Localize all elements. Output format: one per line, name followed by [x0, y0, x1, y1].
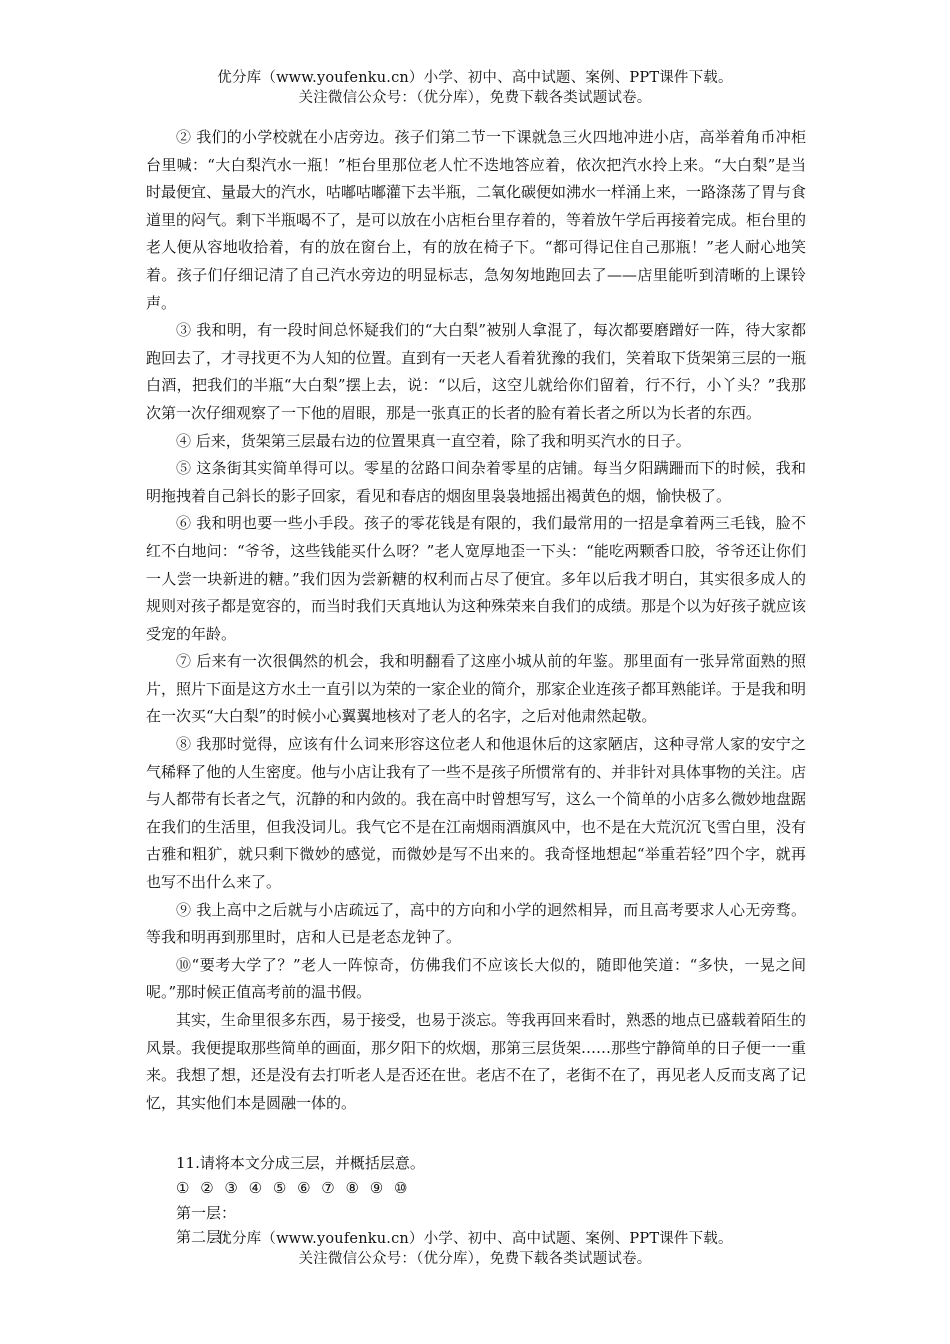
header-line-1: 优分库（www.youfenku.cn）小学、初中、高中试题、案例、PPT课件下载。: [217, 70, 733, 86]
paragraph-4: ④ 后来，货架第三层最右边的位置果真一直空着，除了我和明买汽水的日子。: [176, 431, 691, 450]
paragraph-10: ⑩“要考大学了？”老人一阵惊奇，仿佛我们不应该长大似的，随即他笑道：“多快，一晃之间呢。”那时候正值高考前的温书假。: [146, 955, 806, 1002]
paragraph-3: ③ 我和明，有一段时间总怀疑我们的“大白梨”被别人拿混了，每次都要磨蹭好一阵，待大家都跑回去了，才寻找更不为人知的位置。直到有一天老人看着犹豫的我们，笑着取下货架第三层的一瓶白酒，把我们的半瓶“大白梨”摆上去，说：“以后，这空儿就给你们留着，行不行，小丫头？”我那次第一次仔细观察了一下他的眉眼，那是一张真正的长者的脸有着长者之所以为长者的东西。: [146, 321, 807, 422]
footer-line-1: 优分库（www.youfenku.cn）小学、初中、高中试题、案例、PPT课件下载。: [217, 1231, 733, 1247]
page-header: [0, 68, 950, 108]
paragraph-7: ⑦ 后来有一次很偶然的机会，我和明翻看了这座小城从前的年鉴。那里面有一张异常面熟的照片，照片下面是这方水土一直引以为荣的一家企业的简介，那家企业连孩子都耳熟能详。于是我和明在一次买“大白梨”的时候小心翼翼地核对了老人的名字，之后对他肃然起敬。: [146, 652, 807, 726]
article-body: [146, 124, 806, 1250]
footer-line-2: 关注微信公众号：（优分库），免费下载各类试题试卷。: [298, 1251, 652, 1267]
paragraph-2: ② 我们的小学校就在小店旁边。孩子们第二节一下课就急三火四地冲进小店，高举着角币冲柜台里喊：“大白梨汽水一瓶！”柜台里那位老人忙不迭地答应着，依次把汽水拎上来。“大白梨”是当时最便宜、量最大的汽水，咕嘟咕嘟灌下去半瓶，二氧化碳便如沸水一样涌上来，一路涤荡了胃与食道里的闷气。剩下半瓶喝不了，是可以放在小店柜台里存着的，等着放午学后再接着完成。柜台里的老人便从容地收拾着，有的放在窗台上，有的放在椅子下。“都可得记住自己那瓶！”老人耐心地笑着。孩子们仔细记清了自己汽水旁边的明显标志，急匆匆地跑回去了——店里能听到清晰的上课铃声。: [146, 128, 807, 312]
header-line-2: 关注微信公众号：（优分库），免费下载各类试题试卷。: [298, 90, 652, 106]
paragraph-8: ⑧ 我那时觉得，应该有什么词来形容这位老人和他退休后的这家陋店，这种寻常人家的安宁之气稀释了他的人生密度。他与小店让我有了一些不是孩子所惯常有的、并非针对具体事物的关注。店与人都带有长者之气，沉静的和内敛的。我在高中时曾想写写，这么一个简单的小店多么微妙地盘踞在我们的生活里，但我没词儿。我气它不是在江南烟雨酒旗风中，也不是在大荒沉沉飞雪白里，没有古雅和粗犷，就只剩下微妙的感觉，而微妙是写不出来的。我奇怪地想起“举重若轻”四个字，就再也写不出什么来了。: [146, 735, 807, 892]
paragraph-numbers: ① ② ③ ④ ⑤ ⑥ ⑦ ⑧ ⑨ ⑩: [176, 1178, 411, 1197]
paragraph-6: ⑥ 我和明也要一些小手段。孩子的零花钱是有限的，我们最常用的一招是拿着两三毛钱，脸不红不白地问：“爷爷，这些钱能买什么呀？”老人宽厚地歪一下头：“能吃两颗香口胶，爷爷还让你们一人尝一块新进的糖。”我们因为尝新糖的权利而占尽了便宜。多年以后我才明白，其实很多成人的规则对孩子都是宽容的，而当时我们天真地认为这种殊荣来自我们的成绩。那是个以为好孩子就应该受宠的年龄。: [146, 514, 807, 643]
paragraph-9: ⑨ 我上高中之后就与小店疏远了，高中的方向和小学的迥然相异，而且高考要求人心无旁骛。等我和明再到那里时，店和人已是老态龙钟了。: [146, 900, 806, 947]
page-footer: [0, 1229, 950, 1269]
paragraph-closing: 其实，生命里很多东西，易于接受，也易于淡忘。等我再回来看时，熟悉的地点已盛载着陌生的风景。我便提取那些简单的画面，那夕阳下的炊烟，那第三层货架……那些宁静简单的日子便一一重来。我想了想，还是没有去打听老人是否还在世。老店不在了，老街不在了，再见老人反而支离了记忆，其实他们本是圆融一体的。: [146, 1011, 807, 1112]
answer-layer-1: 第一层：: [176, 1203, 237, 1222]
question-prompt: 11.请将本文分成三层，并概括层意。: [176, 1154, 425, 1173]
answer-layer-2: 第二层：: [176, 1228, 237, 1247]
paragraph-5: ⑤ 这条街其实简单得可以。零星的岔路口间杂着零星的店铺。每当夕阳蹒跚而下的时候，我和明拖拽着自己斜长的影子回家，看见和春店的烟囱里袅袅地摇出褐黄色的烟，愉快极了。: [146, 459, 806, 505]
